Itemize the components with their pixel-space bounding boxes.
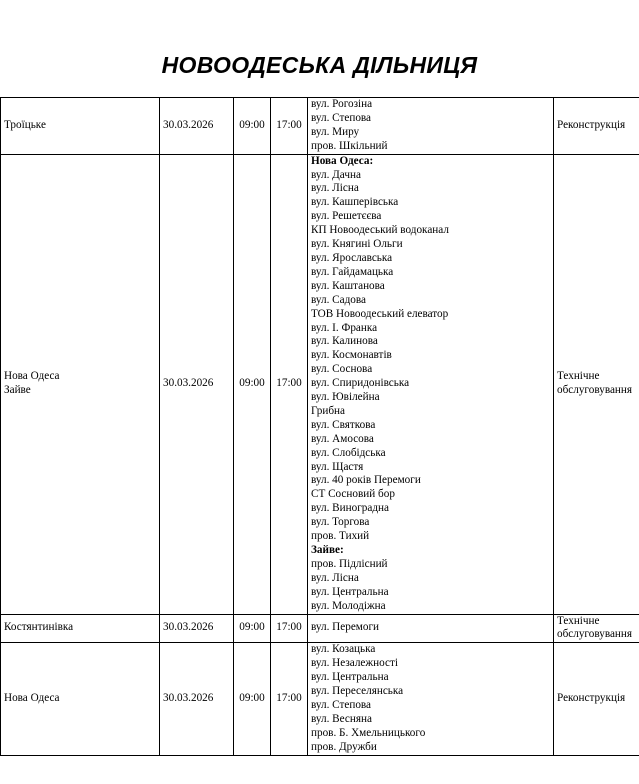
schedule-body bbox=[1, 98, 639, 756]
work-type-text: Реконструкція bbox=[557, 692, 626, 705]
time-from-cell: 09:00 bbox=[234, 154, 271, 614]
work-type-cell bbox=[554, 643, 639, 755]
work-type-text: обслуговування bbox=[557, 628, 633, 641]
street-item: вул. Калинова bbox=[311, 335, 378, 348]
street-item: КП Новоодеський водоканал bbox=[311, 224, 449, 237]
street-item: вул. Соснова bbox=[311, 363, 373, 376]
schedule-row bbox=[1, 154, 639, 614]
date-cell: 30.03.2026 bbox=[160, 643, 234, 755]
settlement-name: Зайве bbox=[4, 384, 31, 397]
time-to-cell: 17:00 bbox=[271, 614, 308, 643]
street-item: вул. Ювілейна bbox=[311, 391, 380, 404]
street-item: вул. І. Франка bbox=[311, 321, 378, 334]
work-type-cell bbox=[554, 154, 639, 614]
street-item: вул. Миру bbox=[311, 125, 360, 138]
street-item: пров. Тихий bbox=[311, 530, 370, 543]
date-cell: 30.03.2026 bbox=[160, 614, 234, 643]
time-to-cell: 17:00 bbox=[271, 154, 308, 614]
street-item: вул. 40 років Перемоги bbox=[311, 474, 421, 487]
street-item: пров. Дружби bbox=[311, 740, 377, 753]
street-item: пров. Підлісний bbox=[311, 557, 388, 570]
street-item: вул. Молодіжна bbox=[311, 599, 386, 612]
street-item: вул. Торгова bbox=[311, 516, 370, 529]
work-type-cell bbox=[554, 98, 639, 155]
work-type-text: обслуговування bbox=[557, 384, 633, 397]
time-from-cell: 09:00 bbox=[234, 614, 271, 643]
street-item: вул. Лісна bbox=[311, 571, 359, 584]
street-item: вул. Центральна bbox=[311, 585, 389, 598]
work-type-text: Реконструкція bbox=[557, 118, 626, 131]
street-item: вул. Незалежності bbox=[311, 657, 398, 670]
settlement-name: Нова Одеса bbox=[4, 692, 60, 705]
date-cell: 30.03.2026 bbox=[160, 98, 234, 155]
street-item: вул. Рогозіна bbox=[311, 98, 373, 110]
work-type-text: Технічне bbox=[557, 614, 600, 627]
street-item: вул. Степова bbox=[311, 111, 372, 124]
street-item: пров. Шкільний bbox=[311, 139, 388, 152]
street-item: вул. Каштанова bbox=[311, 279, 385, 292]
streets-cell bbox=[308, 154, 554, 614]
street-group-heading: Нова Одеса: bbox=[311, 154, 374, 167]
street-item: вул. Щастя bbox=[311, 460, 364, 473]
street-item: Грибна bbox=[311, 404, 345, 417]
street-item: вул. Перемоги bbox=[311, 621, 380, 634]
street-group-heading: Зайве: bbox=[311, 544, 344, 556]
street-item: вул. Кашперівська bbox=[311, 196, 399, 209]
settlement-name: Троїцьке bbox=[4, 118, 46, 131]
street-item: пров. Б. Хмельницького bbox=[311, 726, 426, 739]
street-item: ТОВ Новоодеський елеватор bbox=[311, 307, 449, 320]
page-title: НОВООДЕСЬКА ДІЛЬНИЦЯ bbox=[161, 52, 478, 78]
date-cell: 30.03.2026 bbox=[160, 154, 234, 614]
settlement-name: Костянтинівка bbox=[4, 621, 74, 634]
street-item: вул. Виноградна bbox=[311, 502, 390, 515]
streets-cell bbox=[308, 643, 554, 755]
schedule-row bbox=[1, 98, 639, 155]
schedule-row bbox=[1, 614, 639, 643]
street-item: СТ Сосновий бор bbox=[311, 488, 395, 501]
street-item: вул. Решетєєва bbox=[311, 210, 382, 223]
settlement-name: Нова Одеса bbox=[4, 370, 60, 383]
time-from-cell: 09:00 bbox=[234, 643, 271, 755]
time-to-cell: 17:00 bbox=[271, 98, 308, 155]
street-item: вул. Спиридонівська bbox=[311, 377, 410, 390]
settlement-cell bbox=[1, 154, 160, 614]
outage-schedule-table bbox=[0, 97, 639, 756]
settlement-cell bbox=[1, 643, 160, 755]
street-item: вул. Садова bbox=[311, 293, 366, 306]
work-type-text: Технічне bbox=[557, 370, 600, 383]
street-item: вул. Степова bbox=[311, 698, 372, 711]
street-item: вул. Лісна bbox=[311, 182, 359, 195]
street-item: вул. Весняна bbox=[311, 712, 372, 725]
street-item: вул. Слобідська bbox=[311, 446, 386, 459]
schedule-row bbox=[1, 643, 639, 755]
time-to-cell: 17:00 bbox=[271, 643, 308, 755]
street-item: вул. Ярославська bbox=[311, 251, 393, 264]
street-item: вул. Переселянська bbox=[311, 685, 404, 698]
street-item: вул. Гайдамацька bbox=[311, 265, 394, 278]
street-item: вул. Княгині Ольги bbox=[311, 238, 403, 251]
street-item: вул. Святкова bbox=[311, 418, 376, 431]
street-item: вул. Козацька bbox=[311, 643, 376, 656]
streets-cell bbox=[308, 98, 554, 155]
work-type-cell bbox=[554, 614, 639, 643]
streets-cell bbox=[308, 614, 554, 643]
street-item: вул. Космонавтів bbox=[311, 349, 392, 362]
settlement-cell bbox=[1, 614, 160, 643]
street-item: вул. Центральна bbox=[311, 671, 389, 684]
street-item: вул. Амосова bbox=[311, 432, 374, 445]
time-from-cell: 09:00 bbox=[234, 98, 271, 155]
street-item: вул. Дачна bbox=[311, 168, 361, 181]
settlement-cell bbox=[1, 98, 160, 155]
